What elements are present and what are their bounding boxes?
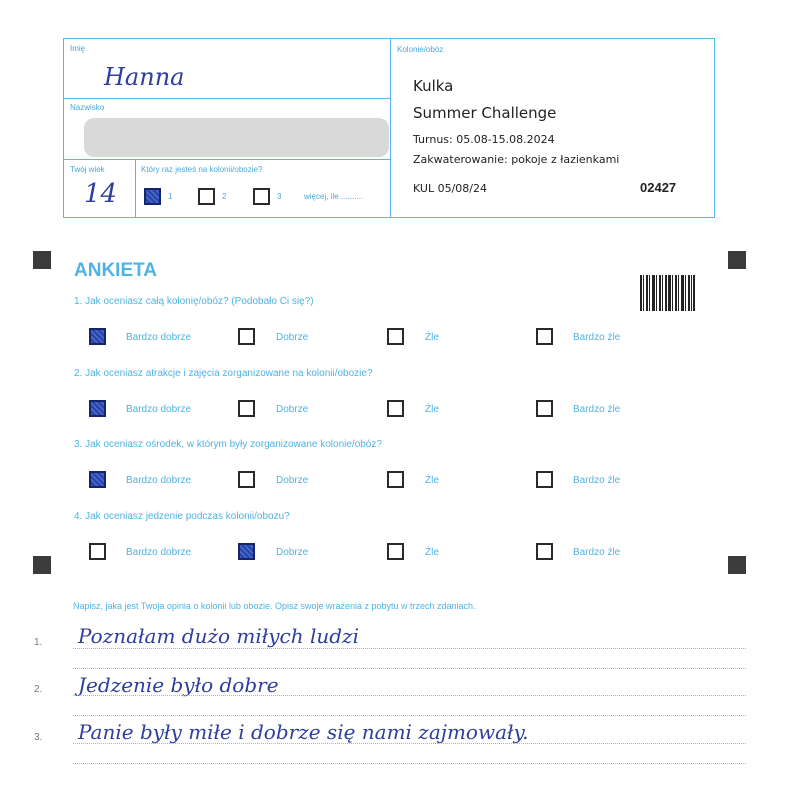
q4-option-zle-checkbox[interactable] xyxy=(387,543,404,560)
q4-option-bardzo-dobrze-checkbox[interactable] xyxy=(89,543,106,560)
header-divider-nazwisko xyxy=(64,159,390,160)
q3-option-zle-label: Źle xyxy=(425,475,439,486)
q1-option-bardzo-zle-checkbox[interactable] xyxy=(536,328,553,345)
kolonie-name-1: Kulka xyxy=(413,77,454,95)
form-number: 02427 xyxy=(640,180,677,195)
q2-option-dobrze-label: Dobrze xyxy=(276,404,309,415)
opinion-line-2-number: 2. xyxy=(34,684,43,695)
imie-field[interactable]: Hanna xyxy=(104,63,185,91)
q3-option-bardzo-zle-label: Bardzo źle xyxy=(573,475,621,486)
header-divider-imie xyxy=(64,98,390,99)
wiecej-label: więcej, ile .......... xyxy=(304,192,364,201)
imie-label: Imię xyxy=(70,44,86,53)
kolonie-name-2: Summer Challenge xyxy=(413,104,557,122)
wiek-field[interactable]: 14 xyxy=(84,179,118,209)
q1-option-zle-checkbox[interactable] xyxy=(387,328,404,345)
question-3: 3. Jak oceniasz ośrodek, w którym były zorganizowane kolonie/obóz? xyxy=(74,439,382,450)
opinion-prompt: Napisz, jaka jest Twoja opinia o kolonii lub obozie. Opisz swoje wrażenia z pobytu w trzech zdaniach. xyxy=(73,601,476,611)
q2-option-zle-checkbox[interactable] xyxy=(387,400,404,417)
header-form xyxy=(63,38,715,218)
ktory-raz-label: Który raz jesteś na kolonii/obozie? xyxy=(141,165,263,174)
question-1: 1. Jak oceniasz całą kolonię/obóz? (Podobało Ci się?) xyxy=(74,296,314,307)
wiek-label: Twój wiek xyxy=(70,165,105,174)
kolonie-label: Kolonie/obóz xyxy=(397,45,444,54)
question-2: 2. Jak oceniasz atrakcje i zajęcia zorganizowane na kolonii/obozie? xyxy=(74,368,373,379)
opinion-line-3-rule-extra xyxy=(73,763,746,764)
opinion-line-1-rule-extra xyxy=(73,668,746,669)
turnus-text: Turnus: 05.08-15.08.2024 xyxy=(413,133,555,146)
opinion-line-1-text[interactable]: Poznałam dużo miłych ludzi xyxy=(78,624,359,648)
opinion-line-2-text[interactable]: Jedzenie było dobre xyxy=(78,673,279,697)
q3-option-bardzo-dobrze-label: Bardzo dobrze xyxy=(126,475,192,486)
q2-option-bardzo-dobrze-label: Bardzo dobrze xyxy=(126,404,192,415)
registration-marker-bottom-left xyxy=(33,556,51,574)
q2-option-bardzo-dobrze-checkbox[interactable] xyxy=(89,400,106,417)
q4-option-dobrze-checkbox[interactable] xyxy=(238,543,255,560)
zakwaterowanie-text: Zakwaterowanie: pokoje z łazienkami xyxy=(413,153,620,166)
registration-marker-bottom-right xyxy=(728,556,746,574)
opinion-line-3-rule xyxy=(73,743,746,744)
kolonie-code: KUL 05/08/24 xyxy=(413,182,487,195)
q2-option-bardzo-zle-checkbox[interactable] xyxy=(536,400,553,417)
ktory-raz-option-3: 3 xyxy=(277,192,282,201)
registration-marker-top-right xyxy=(728,251,746,269)
q1-option-bardzo-zle-label: Bardzo źle xyxy=(573,332,621,343)
question-4: 4. Jak oceniasz jedzenie podczas kolonii/obozu? xyxy=(74,511,290,522)
ktory-raz-checkbox-1[interactable] xyxy=(144,188,161,205)
q2-option-bardzo-zle-label: Bardzo źle xyxy=(573,404,621,415)
q2-option-zle-label: Źle xyxy=(425,404,439,415)
q3-option-bardzo-zle-checkbox[interactable] xyxy=(536,471,553,488)
nazwisko-label: Nazwisko xyxy=(70,103,105,112)
ktory-raz-checkbox-2[interactable] xyxy=(198,188,215,205)
opinion-line-2-rule-extra xyxy=(73,715,746,716)
opinion-line-3-number: 3. xyxy=(34,732,43,743)
header-divider-vertical xyxy=(390,39,391,217)
opinion-line-2-rule xyxy=(73,695,746,696)
q1-option-zle-label: Źle xyxy=(425,332,439,343)
q1-option-dobrze-label: Dobrze xyxy=(276,332,309,343)
q1-option-bardzo-dobrze-checkbox[interactable] xyxy=(89,328,106,345)
header-divider-wiek xyxy=(135,159,136,217)
barcode-icon xyxy=(640,275,695,311)
q3-option-dobrze-checkbox[interactable] xyxy=(238,471,255,488)
opinion-line-1-number: 1. xyxy=(34,637,43,648)
q4-option-dobrze-label: Dobrze xyxy=(276,547,309,558)
q3-option-dobrze-label: Dobrze xyxy=(276,475,309,486)
ktory-raz-checkbox-3[interactable] xyxy=(253,188,270,205)
nazwisko-field-redacted[interactable] xyxy=(84,118,389,157)
q4-option-bardzo-zle-checkbox[interactable] xyxy=(536,543,553,560)
q3-option-zle-checkbox[interactable] xyxy=(387,471,404,488)
opinion-line-1-rule xyxy=(73,648,746,649)
survey-title: ANKIETA xyxy=(74,260,158,281)
q2-option-dobrze-checkbox[interactable] xyxy=(238,400,255,417)
q4-option-zle-label: Źle xyxy=(425,547,439,558)
q3-option-bardzo-dobrze-checkbox[interactable] xyxy=(89,471,106,488)
q4-option-bardzo-zle-label: Bardzo źle xyxy=(573,547,621,558)
registration-marker-top-left xyxy=(33,251,51,269)
ktory-raz-option-2: 2 xyxy=(222,192,227,201)
ktory-raz-option-1: 1 xyxy=(168,192,173,201)
q1-option-dobrze-checkbox[interactable] xyxy=(238,328,255,345)
opinion-line-3-text[interactable]: Panie były miłe i dobrze się nami zajmowały. xyxy=(78,720,529,744)
q1-option-bardzo-dobrze-label: Bardzo dobrze xyxy=(126,332,192,343)
q4-option-bardzo-dobrze-label: Bardzo dobrze xyxy=(126,547,192,558)
